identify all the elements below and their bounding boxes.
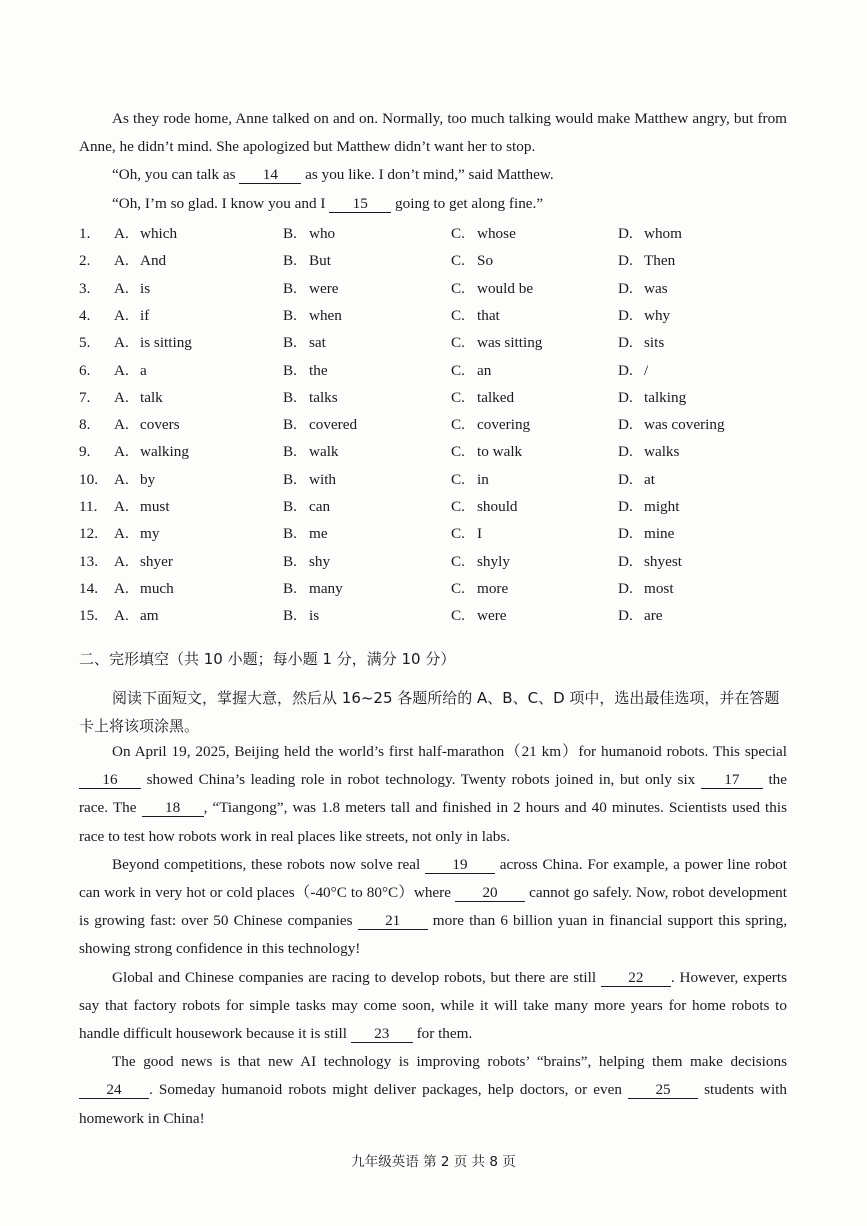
option-d <box>618 280 668 298</box>
option-letter: C. <box>451 225 465 242</box>
option-letter: C. <box>451 443 465 461</box>
passage-paragraph <box>79 190 787 218</box>
option-c <box>451 252 493 270</box>
text-segment: Beyond competitions, these robots now solve real <box>112 855 421 873</box>
option-d <box>618 580 674 598</box>
option-letter: D. <box>618 279 633 297</box>
option-text: why <box>644 306 671 324</box>
option-text: more <box>477 579 509 597</box>
option-b <box>283 443 339 461</box>
option-text: that <box>477 306 500 324</box>
option-text: talking <box>644 388 687 406</box>
question-row <box>79 580 799 607</box>
question-number: 2. <box>79 252 91 270</box>
option-letter: A. <box>114 388 129 406</box>
option-text: to walk <box>477 443 523 461</box>
option-text: if <box>140 306 150 324</box>
option-text: I <box>477 525 483 543</box>
option-text: is <box>309 607 320 625</box>
option-letter: D. <box>618 225 633 242</box>
question-number: 8. <box>79 416 91 434</box>
question-number: 6. <box>79 361 91 379</box>
option-d <box>618 443 679 461</box>
option-letter: D. <box>618 334 633 352</box>
option-text: who <box>309 225 336 242</box>
option-letter: D. <box>618 552 633 570</box>
option-letter: A. <box>114 334 129 352</box>
answer-blank-20: 20 <box>455 885 525 902</box>
option-text: must <box>140 498 170 515</box>
option-b <box>283 362 328 380</box>
option-text: whose <box>477 225 516 242</box>
option-b <box>283 471 336 489</box>
option-letter: C. <box>451 279 465 297</box>
option-letter: A. <box>114 306 129 324</box>
option-letter: B. <box>283 470 297 488</box>
option-d <box>618 225 682 243</box>
option-b <box>283 252 331 270</box>
option-d <box>618 252 675 270</box>
page-footer: 九年级英语 第 2 页 共 8 页 <box>351 1154 516 1170</box>
option-text: which <box>140 225 178 242</box>
option-text: covered <box>309 416 358 434</box>
option-text: / <box>644 361 649 379</box>
option-letter: D. <box>618 306 633 324</box>
option-letter: C. <box>451 334 465 352</box>
cloze-paragraph <box>79 1048 787 1133</box>
option-a <box>114 525 159 543</box>
text-segment: Global and Chinese companies are racing to develop robots, but there are still <box>112 968 597 986</box>
option-a <box>114 416 180 434</box>
option-letter: A. <box>114 470 129 488</box>
option-text: covering <box>477 416 531 434</box>
option-text: my <box>140 525 160 543</box>
answer-blank-15: 15 <box>329 196 391 213</box>
text-segment: for them. <box>416 1025 473 1043</box>
option-letter: D. <box>618 361 633 379</box>
option-text: is sitting <box>140 334 192 352</box>
question-row <box>79 553 799 580</box>
option-text: was sitting <box>477 334 543 352</box>
question-row <box>79 471 799 498</box>
option-text: But <box>309 252 331 270</box>
option-c <box>451 280 533 298</box>
answer-blank-21: 21 <box>358 913 428 930</box>
option-letter: B. <box>283 225 297 242</box>
option-letter: C. <box>451 252 465 270</box>
cloze-paragraph <box>79 738 787 851</box>
passage-paragraph <box>79 161 787 189</box>
section-title: 二、完形填空（共 10 小题；每小题 1 分，满分 10 分） <box>79 650 456 668</box>
option-letter: A. <box>114 416 129 434</box>
question-number: 1. <box>79 225 91 242</box>
option-a <box>114 252 166 270</box>
option-letter: B. <box>283 607 297 625</box>
option-letter: B. <box>283 388 297 406</box>
option-d <box>618 471 655 489</box>
option-c <box>451 307 500 325</box>
option-c <box>451 498 518 516</box>
question-number: 4. <box>79 306 91 324</box>
option-text: shy <box>309 552 331 570</box>
option-d <box>618 389 686 407</box>
answer-blank-25: 25 <box>628 1082 698 1099</box>
option-letter: B. <box>283 525 297 543</box>
option-text: many <box>309 579 343 597</box>
option-d <box>618 498 679 516</box>
option-c <box>451 334 542 352</box>
option-letter: A. <box>114 361 129 379</box>
option-text: in <box>477 470 489 488</box>
question-number: 12. <box>79 525 98 543</box>
question-number: 9. <box>79 443 91 461</box>
option-d <box>618 362 648 380</box>
option-a <box>114 553 173 571</box>
option-text: an <box>477 361 492 379</box>
option-c <box>451 416 530 434</box>
passage-paragraph: As they rode home, Anne talked on and on. Normally, too much talking would make Matthew angry, but from Anne, he didn’t mind. She apologized but Matthew didn’t want her to stop. <box>79 110 787 156</box>
answer-blank-22: 22 <box>601 970 671 987</box>
cloze-paragraph <box>79 964 787 1049</box>
cloze-passage <box>79 738 787 1133</box>
option-text: talk <box>140 388 163 406</box>
option-text: is <box>140 279 151 297</box>
option-b <box>283 553 330 571</box>
option-letter: D. <box>618 416 633 434</box>
option-a <box>114 334 192 352</box>
option-c <box>451 607 507 625</box>
option-text: can <box>309 498 331 515</box>
option-text: talked <box>477 388 515 406</box>
question-row <box>79 252 799 279</box>
option-text: walk <box>309 443 339 461</box>
option-text: was covering <box>644 416 725 434</box>
option-letter: B. <box>283 579 297 597</box>
option-letter: A. <box>114 443 129 461</box>
option-text: by <box>140 470 156 488</box>
option-letter: C. <box>451 498 465 515</box>
option-letter: A. <box>114 579 129 597</box>
option-letter: B. <box>283 552 297 570</box>
question-number: 11. <box>79 498 98 515</box>
question-row <box>79 443 799 470</box>
option-text: with <box>309 470 337 488</box>
option-letter: A. <box>114 252 129 270</box>
option-text: are <box>644 607 663 625</box>
question-row <box>79 307 799 334</box>
option-c <box>451 525 482 543</box>
text-segment: the race. The <box>79 771 788 817</box>
text-segment: more than 6 billion yuan in financial support this spring, showing strong confidence in this technology! <box>79 912 788 958</box>
option-a <box>114 307 149 325</box>
option-letter: D. <box>618 443 633 461</box>
option-a <box>114 280 150 298</box>
option-letter: C. <box>451 388 465 406</box>
option-c <box>451 443 522 461</box>
text-segment: “Oh, I’m so glad. I know you and I <box>112 194 326 212</box>
answer-blank-16: 16 <box>79 772 141 789</box>
option-c <box>451 362 491 380</box>
text-segment: students with homework in China! <box>79 1081 787 1127</box>
text-segment: “Oh, you can talk as <box>112 166 236 184</box>
option-text: should <box>477 498 518 515</box>
option-letter: B. <box>283 361 297 379</box>
option-text: shyly <box>477 552 510 570</box>
question-row <box>79 225 799 252</box>
option-a <box>114 498 170 516</box>
option-d <box>618 334 664 352</box>
text-segment: The good news is that new AI technology is improving robots’ “brains”, helping them make decisions <box>112 1053 787 1071</box>
answer-blank-24: 24 <box>79 1082 149 1099</box>
option-text: walking <box>140 443 189 461</box>
question-number: 7. <box>79 388 91 406</box>
option-letter: C. <box>451 552 465 570</box>
option-text: me <box>309 525 328 543</box>
option-b <box>283 580 343 598</box>
section-instruction <box>79 684 789 740</box>
option-text: covers <box>140 416 180 434</box>
option-text: were <box>309 279 339 297</box>
text-segment: going to get along fine.” <box>395 194 544 212</box>
option-a <box>114 225 177 243</box>
question-row <box>79 525 799 552</box>
option-c <box>451 225 516 243</box>
option-b <box>283 225 335 243</box>
option-letter: A. <box>114 225 129 242</box>
answer-blank-19: 19 <box>425 857 495 874</box>
answer-blank-17: 17 <box>701 772 763 789</box>
text-segment: across China. For example, a power line robot can work in very hot or cold places（-40°C to 80°C）where <box>79 855 787 902</box>
option-letter: B. <box>283 498 297 515</box>
option-text: So <box>477 252 494 270</box>
option-b <box>283 416 357 434</box>
option-letter: C. <box>451 579 465 597</box>
option-letter: B. <box>283 306 297 324</box>
option-a <box>114 471 155 489</box>
option-letter: D. <box>618 252 633 270</box>
option-a <box>114 389 163 407</box>
option-b <box>283 498 330 516</box>
question-row <box>79 389 799 416</box>
option-text: the <box>309 361 328 379</box>
option-letter: B. <box>283 443 297 461</box>
text-segment: On April 19, 2025, Beijing held the world’s first half-marathon（21 km）for humanoid robots. This special <box>112 743 787 760</box>
option-text: would be <box>477 279 534 297</box>
option-b <box>283 607 319 625</box>
option-letter: D. <box>618 579 633 597</box>
option-text: And <box>140 252 167 270</box>
option-letter: A. <box>114 552 129 570</box>
option-letter: D. <box>618 525 633 543</box>
option-c <box>451 580 508 598</box>
option-text: was <box>644 279 668 297</box>
text-segment: as you like. I don’t mind,” said Matthew. <box>305 166 554 184</box>
option-text: whom <box>644 225 682 242</box>
passage-end <box>79 105 787 218</box>
option-b <box>283 280 339 298</box>
option-letter: C. <box>451 416 465 434</box>
option-text: Then <box>644 252 676 270</box>
option-text: mine <box>644 525 675 543</box>
option-letter: B. <box>283 416 297 434</box>
text-segment: . However, experts say that factory robots for simple tasks may come soon, while it will take many more years for home robots to handle difficult housework because it is still <box>79 968 787 1043</box>
option-b <box>283 307 342 325</box>
text-segment: , “Tiangong”, was 1.8 meters tall and finished in 2 hours and 40 minutes. Scientists used this race to test how robots work in real places like streets, not only in labs. <box>79 799 787 845</box>
text-segment: showed China’s leading role in robot technology. Twenty robots joined in, but only six <box>146 771 696 789</box>
option-text: most <box>644 579 674 597</box>
question-row <box>79 416 799 443</box>
option-letter: B. <box>283 334 297 352</box>
option-c <box>451 553 510 571</box>
option-text: at <box>644 470 655 488</box>
option-letter: C. <box>451 470 465 488</box>
cloze-paragraph <box>79 851 787 964</box>
option-letter: A. <box>114 607 129 625</box>
option-text: might <box>644 498 680 515</box>
option-d <box>618 416 725 434</box>
answer-blank-18: 18 <box>142 800 204 817</box>
answer-blank-14: 14 <box>239 167 301 184</box>
option-text: were <box>477 607 507 625</box>
text-segment: . Someday humanoid robots might deliver packages, help doctors, or even <box>149 1081 622 1099</box>
option-a <box>114 580 174 598</box>
question-number: 3. <box>79 279 91 297</box>
instruction-text: 阅读下面短文，掌握大意，然后从 16~25 各题所给的 A、B、C、D 项中，选出最佳选项，并在答题卡上将该项涂黑。 <box>79 689 780 735</box>
question-row <box>79 362 799 389</box>
option-b <box>283 334 326 352</box>
option-d <box>618 307 670 325</box>
option-letter: C. <box>451 607 465 625</box>
option-letter: A. <box>114 498 129 515</box>
text-segment: cannot go safely. Now, robot development is growing fast: over 50 Chinese companies <box>79 884 787 930</box>
option-a <box>114 443 189 461</box>
option-letter: D. <box>618 607 633 625</box>
option-text: much <box>140 579 174 597</box>
option-a <box>114 607 159 625</box>
option-letter: A. <box>114 525 129 543</box>
option-letter: D. <box>618 498 633 515</box>
option-b <box>283 389 338 407</box>
option-text: a <box>140 361 147 379</box>
option-text: when <box>309 306 342 324</box>
question-number: 13. <box>79 552 98 570</box>
question-row <box>79 498 799 525</box>
question-number: 10. <box>79 470 98 488</box>
option-b <box>283 525 328 543</box>
option-text: am <box>140 607 159 625</box>
option-c <box>451 471 489 489</box>
option-a <box>114 362 147 380</box>
question-number: 14. <box>79 579 98 597</box>
option-d <box>618 607 663 625</box>
option-letter: B. <box>283 279 297 297</box>
question-row <box>79 607 799 634</box>
option-text: shyer <box>140 552 173 570</box>
option-d <box>618 553 682 571</box>
option-letter: A. <box>114 279 129 297</box>
question-row <box>79 280 799 307</box>
option-letter: C. <box>451 525 465 543</box>
question-row <box>79 334 799 361</box>
option-text: sits <box>644 334 665 352</box>
option-letter: D. <box>618 470 633 488</box>
answer-blank-23: 23 <box>351 1026 413 1043</box>
option-letter: C. <box>451 361 465 379</box>
option-text: shyest <box>644 552 682 570</box>
option-d <box>618 525 674 543</box>
option-text: walks <box>644 443 680 461</box>
option-text: talks <box>309 388 338 406</box>
option-text: sat <box>309 334 326 352</box>
option-c <box>451 389 514 407</box>
option-letter: B. <box>283 252 297 270</box>
option-letter: D. <box>618 388 633 406</box>
question-number: 5. <box>79 334 91 352</box>
question-number: 15. <box>79 607 98 625</box>
option-letter: C. <box>451 306 465 324</box>
